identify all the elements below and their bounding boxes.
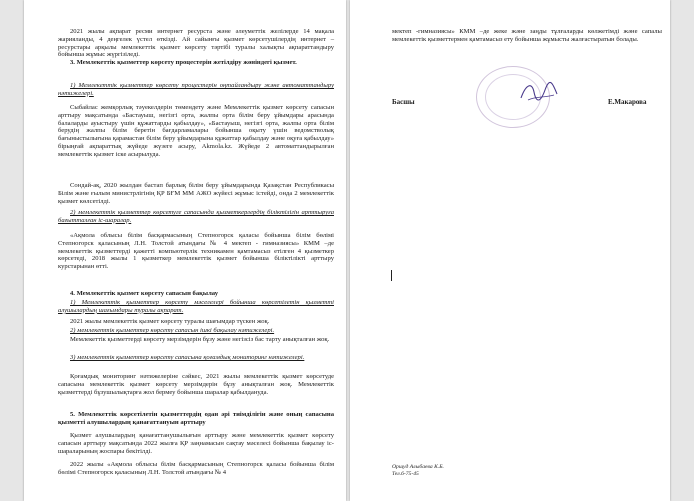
- subheading-internal-control: 2) мемлекеттік қызметтер көрсету сапасын ішкі бақылау нәтижелері.: [70, 327, 275, 334]
- signature-mark: [518, 78, 560, 108]
- paragraph-school: «Ақмола облысы білім басқармасының Степногорск қаласы бойынша білім бөлімі Степногорск қаласының Л.Н. Толстой атындағы № 4 мектеп - гимназиясы» КММ –де мемлекеттік қызметтерді қажетті компьютерлік техникамен қамтамасыз етілген 4 қызметкер көрсетеді, 2018 жылы 1 қызметкер мемлекеттік қызмет бойынша біліктілікті арттыру курстарынан өтті.: [58, 232, 334, 271]
- footer-executor: Оршуд Алыбаева К.Б.: [392, 464, 444, 470]
- paragraph-system: Сондай-ақ, 2020 жылдан бастап барлық білім беру ұйымдарында Қазақстан Республикасы Білім және ғылым министрлігінің ҚР БҒМ ММ АЖО жүйесі жұмыс істейді, онда 2 мемлекеттік қызмет көлсетілді.: [58, 182, 334, 205]
- paragraph-publications: 2021 жылы ақпарат ресми интернет ресурста және әлеуметтік желілерде 14 мақала жарияланды, 4 деңгелек үстел өткізді. Ай сайынғы қызмет көрсетушілердің интернет – ресурстары арқылы мемлекеттік қызмет көрсету тәртібі туралы халықты ақпараттандыру бойынша жұмыс жүргізіледі.: [58, 28, 334, 59]
- paragraph-continuation: мектеп -гимназиясы» КММ –де жеке және заңды тұлғаларды көлжетімді және сапалы мемлекеттік қызметтермен қамтамасыз ету бойынша жұмысты жалғастыратын болады.: [392, 28, 662, 43]
- text-cursor[interactable]: [391, 270, 392, 281]
- signer-name: Е.Макарова: [608, 98, 647, 106]
- document-page-left: [24, 0, 346, 501]
- paragraph-no-complaints: 2021 жылы мемлекеттік қызмет көрсету туралы шағымдар түскен жоқ.: [70, 318, 270, 325]
- paragraph-corruption-risks: Сыбайлас жемқорлық тәуекелдерін төмендету және Мемлекеттік қызмет көрсету сапасын арттыру мақсатында «Бастауыш, негізгі орта, жалпы орта білім беру ұйымдары арасында балаларды ауыстыру үшін құжаттарды қабылдау», «Бастауыш, негізгі орта, жалпы орта білім берудің жалпы білім беретін бағдарламалары бойынша оқыту үшін ведомстволық бағыныстылығына қарамастан білім беру ұйымдарына құжаттар қабылдау және оқуға қабылдау» бірыңғай ақпараттық жүйеде жүзеге асыру, Akmola.kz. Жүйеде 2 автоматтандырылған мемлекеттік қызмет іске асырылуда.: [58, 104, 334, 158]
- subheading-optimization: 1) Мемлекеттік қызметтер көрсету процестерін оңтайландыру және автоматтандыру нәтижелері.: [58, 82, 334, 97]
- subheading-complaints: 1) Мемлекеттік қызметтер көрсету мәселелері бойынша көрсетілетін қызметті алушылардың шағымдары туралы ақпарат.: [58, 299, 334, 314]
- heading-section-5: 5. Мемлекеттік көрсетілетін қызметтердің одан әрі тиімділігін және оның сапасына қызметті алушылардың қанағаттануын арттыру: [58, 411, 334, 426]
- footer-contact: [392, 464, 444, 478]
- footer-phone: Тел.6-75-45: [392, 471, 419, 477]
- subheading-qualification: 2) мемлекеттік қызметтер көрсетуге сапасында қызметкерлердің біліктілігін арттыруға бағытталған іс-шаралар.: [58, 209, 334, 224]
- paragraph-monitoring-results: Қоғамдық мониторинг нәтижелеріне сәйкес, 2021 жылы мемлекеттік қызмет көрсетуде сапасына мемлекеттік қызмет көрсету мерзімдерін бұзу анықталған жоқ. Мемлекеттік қызметтерді бұзушылықтарға жол бермеу бойынша шаралар қабылдануда.: [58, 373, 334, 396]
- signer-title: Басшы: [392, 98, 415, 106]
- heading-section-4: 4. Мемлекеттік қызмет көрсету сапасын бақылау: [70, 290, 219, 297]
- paragraph-no-violations: Мемлекеттік қызметтерді көрсету мерзімдерін бұзу және негізсіз бас тарту анықталған жоқ.: [70, 336, 330, 343]
- paragraph-satisfaction: Қызмет алушылардың қанағаттанушылығын арттыру және мемлекеттік қызмет көрсету сапасын арттыру мақсатында 2022 жылға ҚР заңнамасын сақтау мәселесі бойынша бақылау іс-шараларының жоспары бекітілді.: [58, 432, 334, 455]
- subheading-monitoring: 3) мемлекеттік қызметтер көрсету сапасына қоғамдық мониторинг нәтижелері.: [70, 354, 305, 361]
- heading-section-3: 3. Мемлекеттік қызметтер көрсету процестерін жетілдіру жөніндегі қызмет.: [70, 59, 297, 66]
- document-page-right: [350, 0, 670, 501]
- paragraph-2022-plan: 2022 жылы «Ақмола облысы білім басқармасының Степногорск қаласы бойынша білім бөлімі Степногорск қаласының Л.Н. Толстой атындағы № 4: [58, 461, 334, 476]
